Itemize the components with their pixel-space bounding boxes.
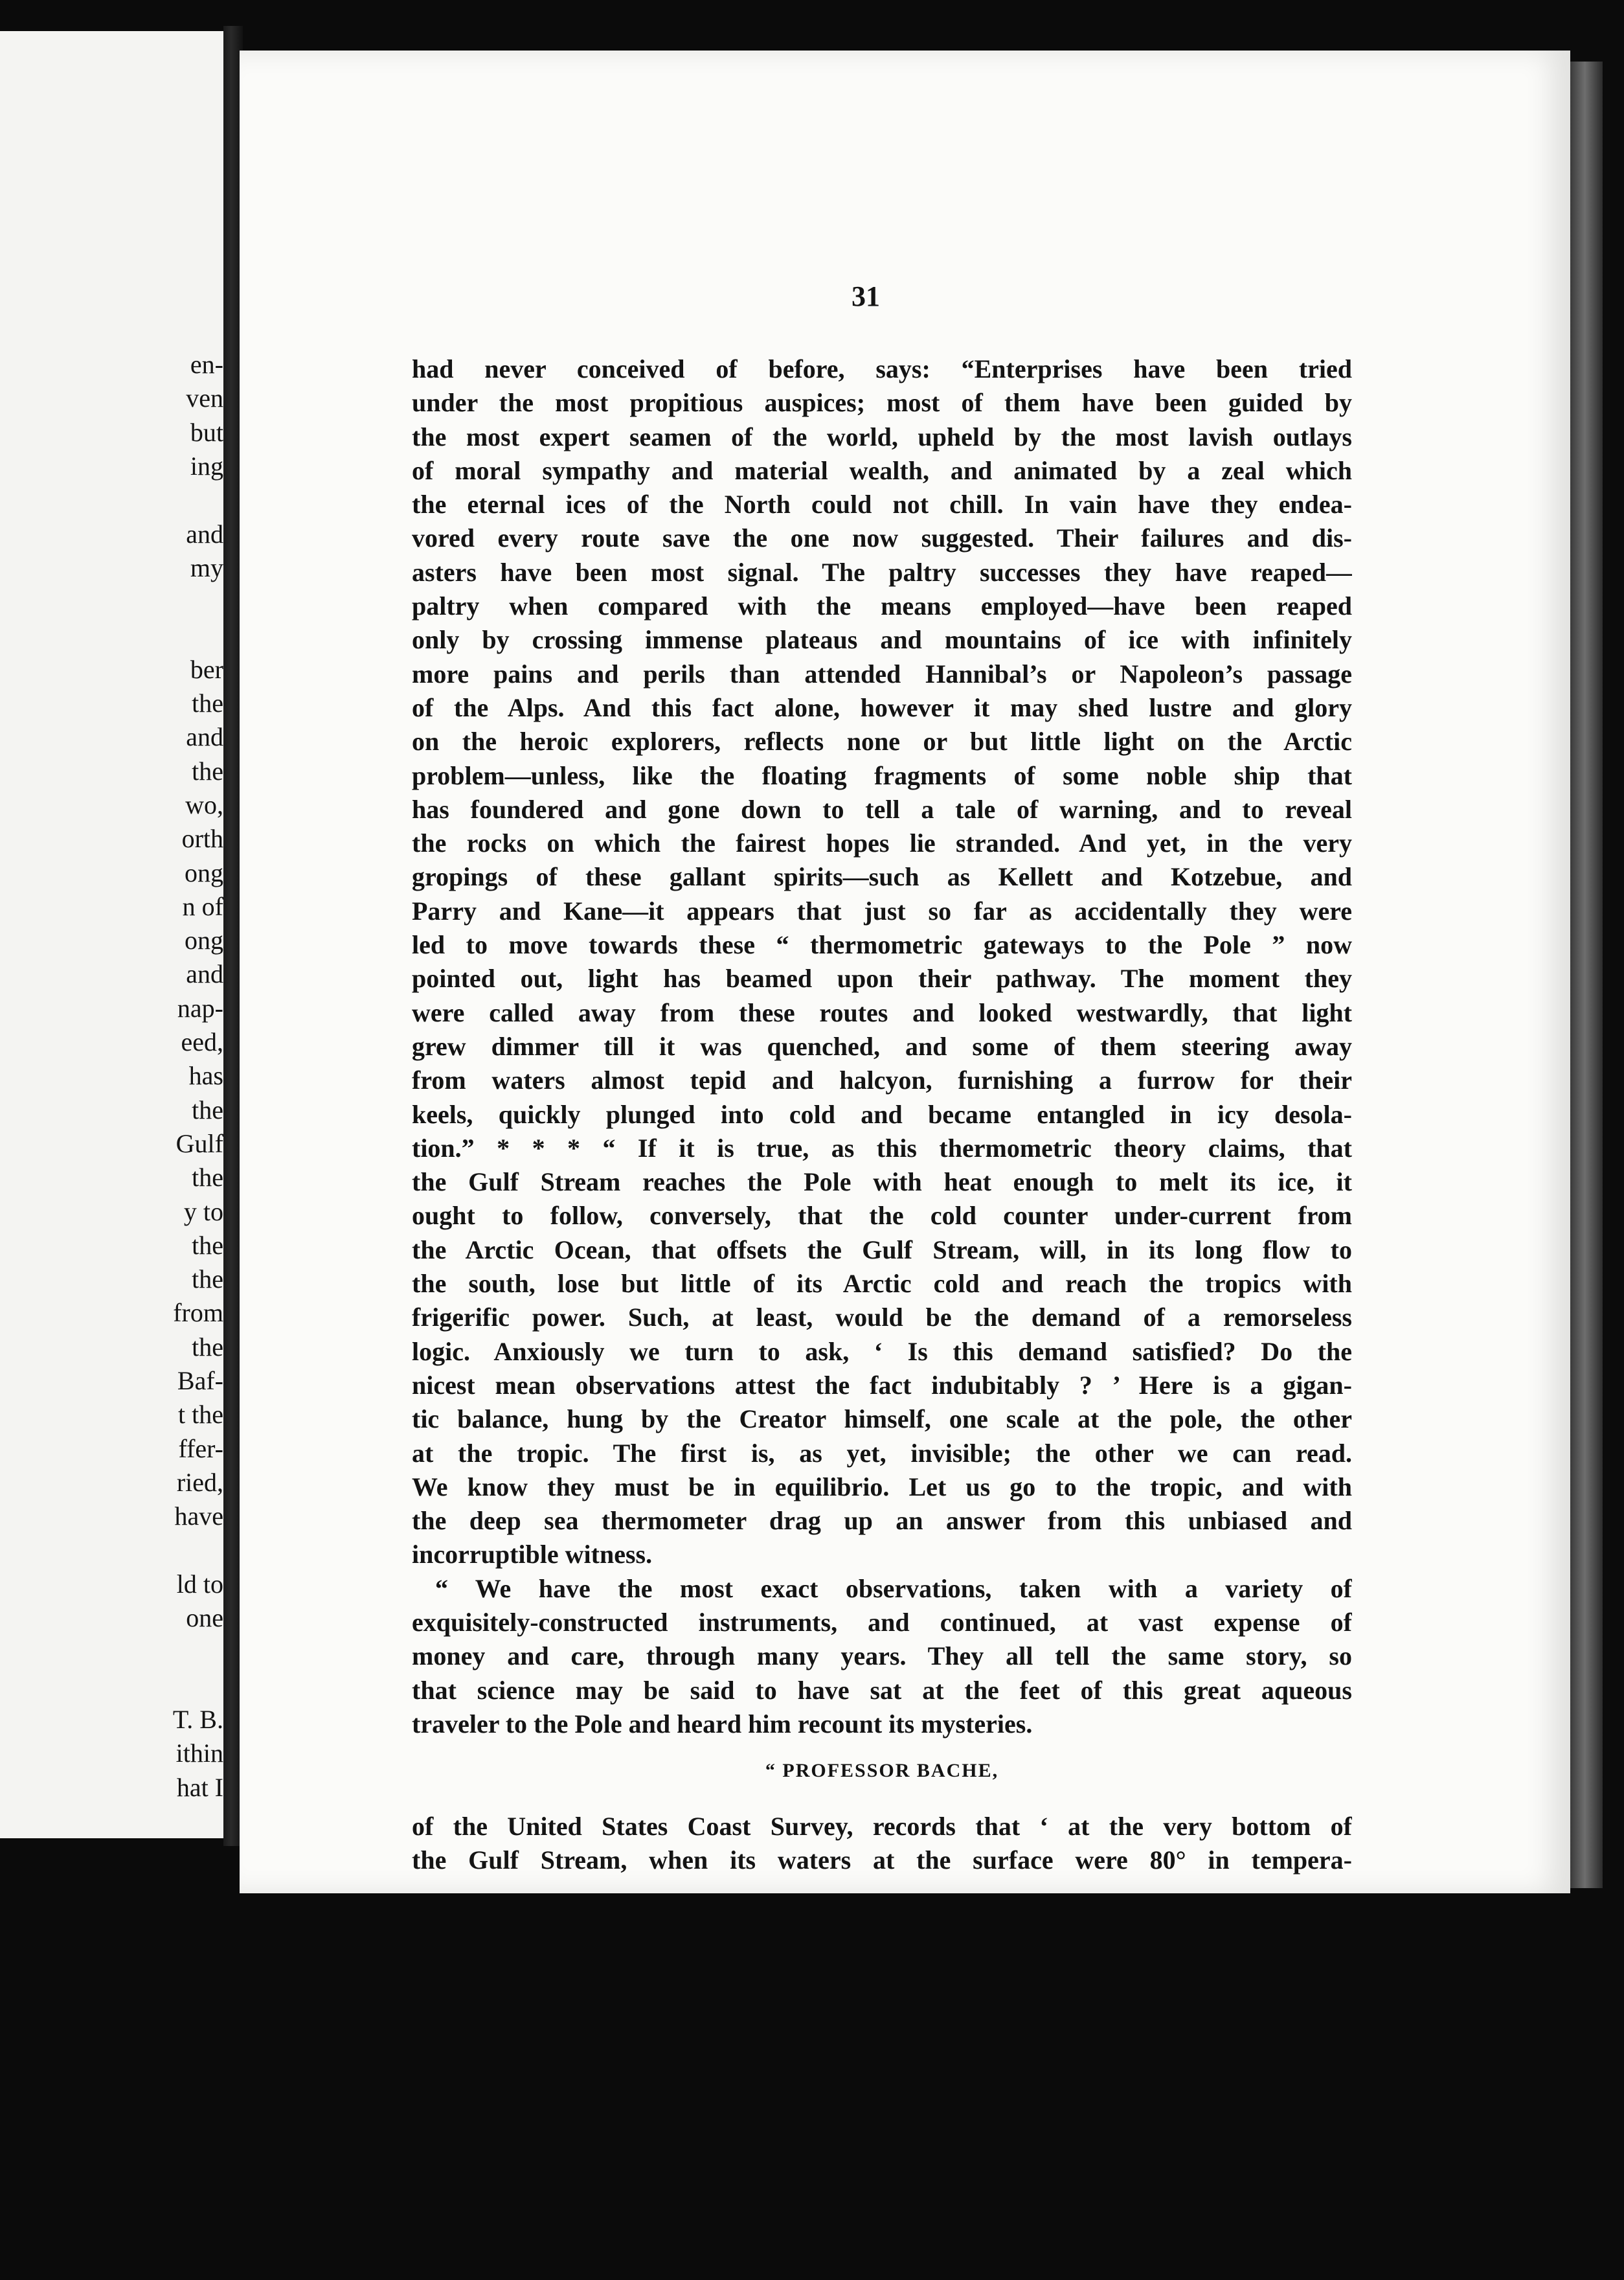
left-fragment: the [192,1230,223,1260]
text-line: the eternal ices of the North could not chill. In vain have they endea- [412,490,1352,519]
left-fragment: the [192,1264,223,1294]
text-line: We know they must be in equilibrio. Let us go to the tropic, and with [412,1472,1352,1501]
left-page-text-fragments [0,31,223,1838]
text-line: Parry and Kane—it appears that just so far as accidentally they were [412,896,1352,926]
text-line: at the tropic. The first is, as yet, invisible; the other we can read. [412,1438,1352,1468]
text-line: the Gulf Stream reaches the Pole with heat enough to melt its ice, it [412,1167,1352,1197]
text-line: from waters almost tepid and halcyon, furnishing a furrow for their [412,1066,1352,1095]
text-line: logic. Anxiously we turn to ask, ‘ Is this demand satisfied? Do the [412,1336,1352,1366]
left-fragment: from [173,1298,223,1328]
text-line: nicest mean observations attest the fact indubitably ? ’ Here is a gigan- [412,1370,1352,1400]
left-fragment: ld to [176,1569,223,1599]
text-line: only by crossing immense plateaus and mountains of ice with infinitely [412,625,1352,655]
left-fragment: Baf- [177,1366,223,1395]
text-line: vored every route save the one now suggested. Their failures and dis- [412,523,1352,553]
text-line: led to move towards these “ thermometric gateways to the Pole ” now [412,930,1352,960]
left-fragment: wo, [185,790,223,819]
text-line: under the most propitious auspices; most of them have been guided by [412,388,1352,418]
page-edge [1570,62,1603,1888]
left-fragment: T. B. [172,1705,223,1734]
left-fragment: have [174,1501,223,1531]
left-fragment: and [186,519,223,549]
page-number: 31 [851,280,880,312]
text-line: paltry when compared with the means employed—have been reaped [412,591,1352,621]
text-line: the Arctic Ocean, that offsets the Gulf Stream, will, in its long flow to [412,1235,1352,1264]
left-fragment: ing [190,451,223,481]
text-line: problem—unless, like the floating fragments of some noble ship that [412,760,1352,790]
text-line: the most expert seamen of the world, upheld by the most lavish outlays [412,422,1352,451]
paragraph-2 [412,1572,1352,1741]
text-line: more pains and perils than attended Hannibal’s or Napoleon’s passage [412,659,1352,689]
text-line: money and care, through many years. They all tell the same story, so [412,1641,1352,1671]
left-fragment: the [192,1163,223,1192]
left-fragment: orth [181,824,223,854]
text-line: grew dimmer till it was quenched, and some of them steering away [412,1031,1352,1061]
text-line: on the heroic explorers, reflects none or but little light on the Arctic [412,727,1352,757]
left-fragment: ong [185,926,223,955]
left-fragment: has [188,1061,223,1091]
text-line: that science may be said to have sat at the feet of this great aqueous [412,1675,1352,1705]
text-line: of moral sympathy and material wealth, and animated by a zeal which [412,455,1352,485]
left-fragment: t the [178,1400,223,1430]
text-line: traveler to the Pole and heard him recount its mysteries. [412,1709,1033,1738]
text-line: “ We have the most exact observations, taken with a variety of [435,1573,1352,1603]
paragraph-3 [412,1810,1352,1878]
text-line: keels, quickly plunged into cold and became entangled in icy desola- [412,1099,1352,1129]
left-fragment: ven [186,383,223,413]
text-line: had never conceived of before, says: “Enterprises have been tried [412,354,1352,383]
left-fragment: hat I [176,1772,223,1802]
text-line: ought to follow, conversely, that the cold counter under-current from [412,1201,1352,1231]
left-fragment: Gulf [175,1128,223,1158]
left-fragment: and [186,722,223,752]
paragraph-1 [412,352,1352,1572]
left-fragment: and [186,959,223,989]
left-fragment: my [190,553,223,582]
left-fragment: the [192,1332,223,1362]
left-fragment: y to [183,1196,223,1226]
text-line: exquisitely-constructed instruments, and continued, at vast expense of [412,1607,1352,1637]
left-fragment: the [192,689,223,718]
left-fragment: en- [190,350,223,379]
text-line: has foundered and gone down to tell a tale of warning, and to reveal [412,794,1352,824]
text-line: tion.” * * * “ If it is true, as this thermometric theory claims, that [412,1133,1352,1163]
text-line: the south, lose but little of its Arctic cold and reach the tropics with [412,1269,1352,1299]
left-fragment: n of [182,891,223,921]
text-line: gropings of these gallant spirits—such as Kellett and Kotzebue, and [412,862,1352,892]
left-fragment: ffer- [178,1433,223,1463]
text-line: incorruptible witness. [412,1540,653,1569]
text-line: pointed out, light has beamed upon their pathway. The moment they [412,964,1352,994]
body-text [412,352,1352,1878]
left-fragment: eed, [181,1027,223,1056]
text-line: tic balance, hung by the Creator himself, one scale at the pole, the other [412,1404,1352,1434]
left-fragment: but [190,417,223,447]
text-line: were called away from these routes and looked westwardly, that light [412,998,1352,1027]
text-line: of the United States Coast Survey, records that ‘ at the very bottom of [412,1812,1352,1841]
text-line: the Gulf Stream, when its waters at the surface were 80° in tempera- [412,1845,1352,1875]
left-fragment: nap- [177,993,223,1023]
left-fragment: ong [185,858,223,887]
section-heading: “ PROFESSOR BACHE, [765,1760,999,1782]
left-fragment: ried, [176,1467,223,1497]
text-line: asters have been most signal. The paltry successes they have reaped— [412,557,1352,587]
left-fragment: the [192,756,223,786]
text-line: the deep sea thermometer drag up an answer from this unbiased and [412,1506,1352,1536]
left-fragment: ithin [175,1738,223,1768]
text-line: the rocks on which the fairest hopes lie stranded. And yet, in the very [412,828,1352,858]
left-fragment: the [192,1095,223,1124]
left-fragment: one [186,1603,223,1633]
left-fragment: ber [190,654,223,684]
left-page [0,31,223,1838]
text-line: of the Alps. And this fact alone, however it may shed lustre and glory [412,692,1352,722]
text-line: frigerific power. Such, at least, would be the demand of a remorseless [412,1303,1352,1332]
